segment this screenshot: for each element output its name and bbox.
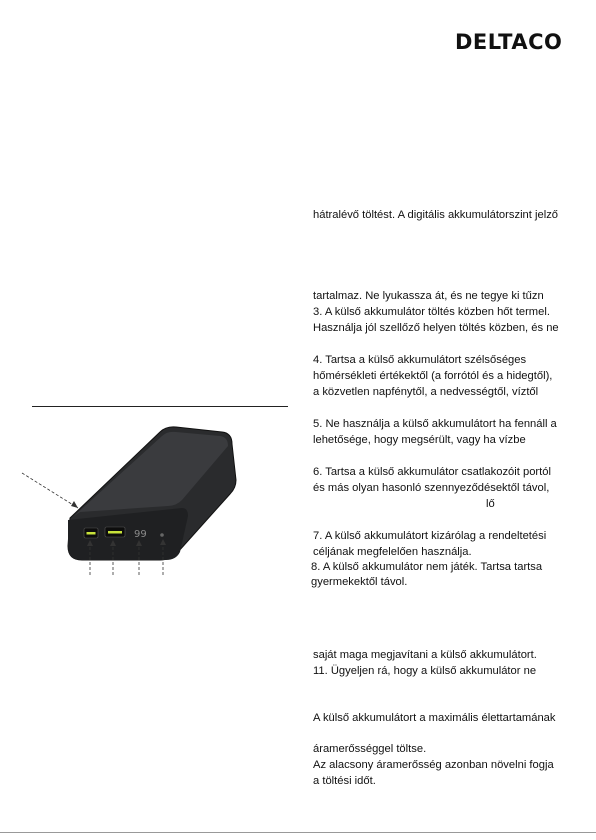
text-line: lő	[486, 498, 495, 510]
text-line: saját maga megjavítani a külső akkumulátort.	[313, 649, 537, 661]
text-line: hőmérsékleti értékektől (a forrótól és a hidegtől),	[313, 370, 553, 382]
product-figure	[10, 420, 290, 585]
battery-display-digits: 99	[134, 529, 147, 540]
text-line: Az alacsony áramerősség azonban növelni fogja	[313, 759, 554, 771]
arrow-head-side	[71, 501, 78, 508]
text-line: 8. A külső akkumulátor nem játék. Tartsa tartsa	[311, 561, 543, 573]
section-divider	[32, 406, 288, 407]
text-line: és más olyan hasonló szennyeződésektől távol,	[313, 482, 550, 494]
text-line: gyermekektől távol.	[311, 576, 408, 588]
text-line: 7. A külső akkumulátort kizárólag a rendeltetési	[313, 530, 547, 542]
text-line: 11. Ügyeljen rá, hogy a külső akkumulátor ne	[313, 665, 537, 677]
power-button	[160, 533, 164, 537]
power-bank-illustration	[10, 420, 290, 585]
text-line: 6. Tartsa a külső akkumulátor csatlakozóit portól	[313, 466, 551, 478]
text-line: áramerősséggel töltse.	[313, 743, 427, 755]
leader-line-side	[22, 473, 78, 508]
text-line: 4. Tartsa a külső akkumulátort szélsőséges	[313, 354, 527, 366]
text-line: Használja jól szellőző helyen töltés közben, és ne	[313, 322, 559, 334]
page-bottom-rule	[0, 832, 596, 833]
text-line: A külső akkumulátort a maximális élettartamának	[313, 712, 556, 724]
text-line: a közvetlen napfénytől, a nedvességtől, víztől	[313, 386, 539, 398]
brand-logo: DELTACO	[455, 30, 563, 54]
text-line: hátralévő töltést. A digitális akkumulátorszint jelző	[313, 209, 559, 221]
text-line: tartalmaz. Ne lyukassza át, és ne tegye ki tűzn	[313, 290, 544, 302]
text-line: céljának megfelelően használja.	[313, 546, 472, 558]
text-line: 5. Ne használja a külső akkumulátort ha fennáll a	[313, 418, 557, 430]
usb-port-1-tab	[87, 532, 96, 535]
text-line: 3. A külső akkumulátor töltés közben hőt termel.	[313, 306, 550, 318]
usb-port-2-tab	[108, 531, 122, 534]
text-line: a töltési időt.	[313, 775, 376, 787]
text-line: lehetősége, hogy megsérült, vagy ha vízbe	[313, 434, 526, 446]
